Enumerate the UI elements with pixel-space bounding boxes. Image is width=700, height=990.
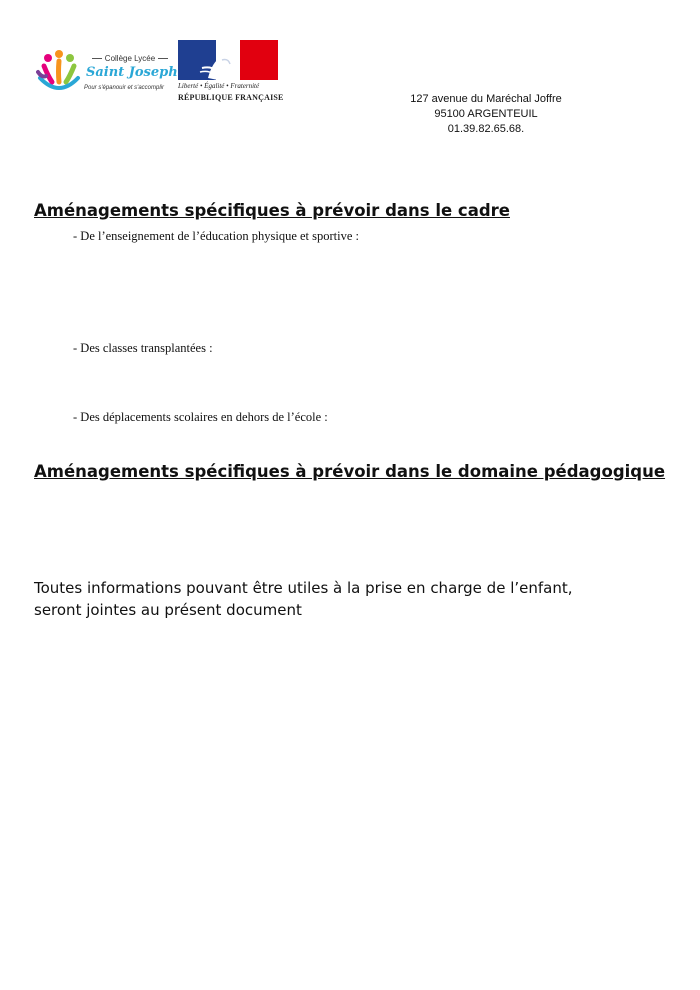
address-block [396,92,576,137]
section-heading-pedagogique: Aménagements spécifiques à prévoir dans le domaine pédagogique [34,462,666,481]
republique-name: RÉPUBLIQUE FRANÇAISE [178,93,284,102]
address-street: 127 avenue du Maréchal Joffre [410,93,562,105]
item-eps: - De l’enseignement de l’éducation physique et sportive : [73,229,360,243]
attachment-note-line-2: seront jointes au présent document [34,601,302,619]
section-heading-cadre: Aménagements spécifiques à prévoir dans le cadre [34,201,510,220]
address-city: 95100 ARGENTEUIL [434,108,538,120]
school-logo-college: Collège Lycée [84,54,176,63]
address-phone: 01.39.82.65.68. [447,123,525,135]
item-classes-transplantees: - Des classes transplantées : [73,341,213,355]
republique-francaise-logo [178,40,282,106]
item-deplacements-scolaires: - Des déplacements scolaires en dehors de l’école : [73,410,328,424]
school-emblem-icon [36,48,82,98]
marianne-flag-icon [178,40,278,80]
school-logo-text [84,52,176,98]
republique-motto: Liberté • Égalité • Fraternité [178,82,260,90]
attachment-note-line-1: Toutes informations pouvant être utiles à la prise en charge de l’enfant, [34,579,573,597]
school-logo-name: Saint Joseph [86,65,178,80]
school-logo [36,48,178,100]
school-logo-motto: Pour s'épanouir et s'accomplir [84,85,164,91]
attachment-note [34,577,674,621]
